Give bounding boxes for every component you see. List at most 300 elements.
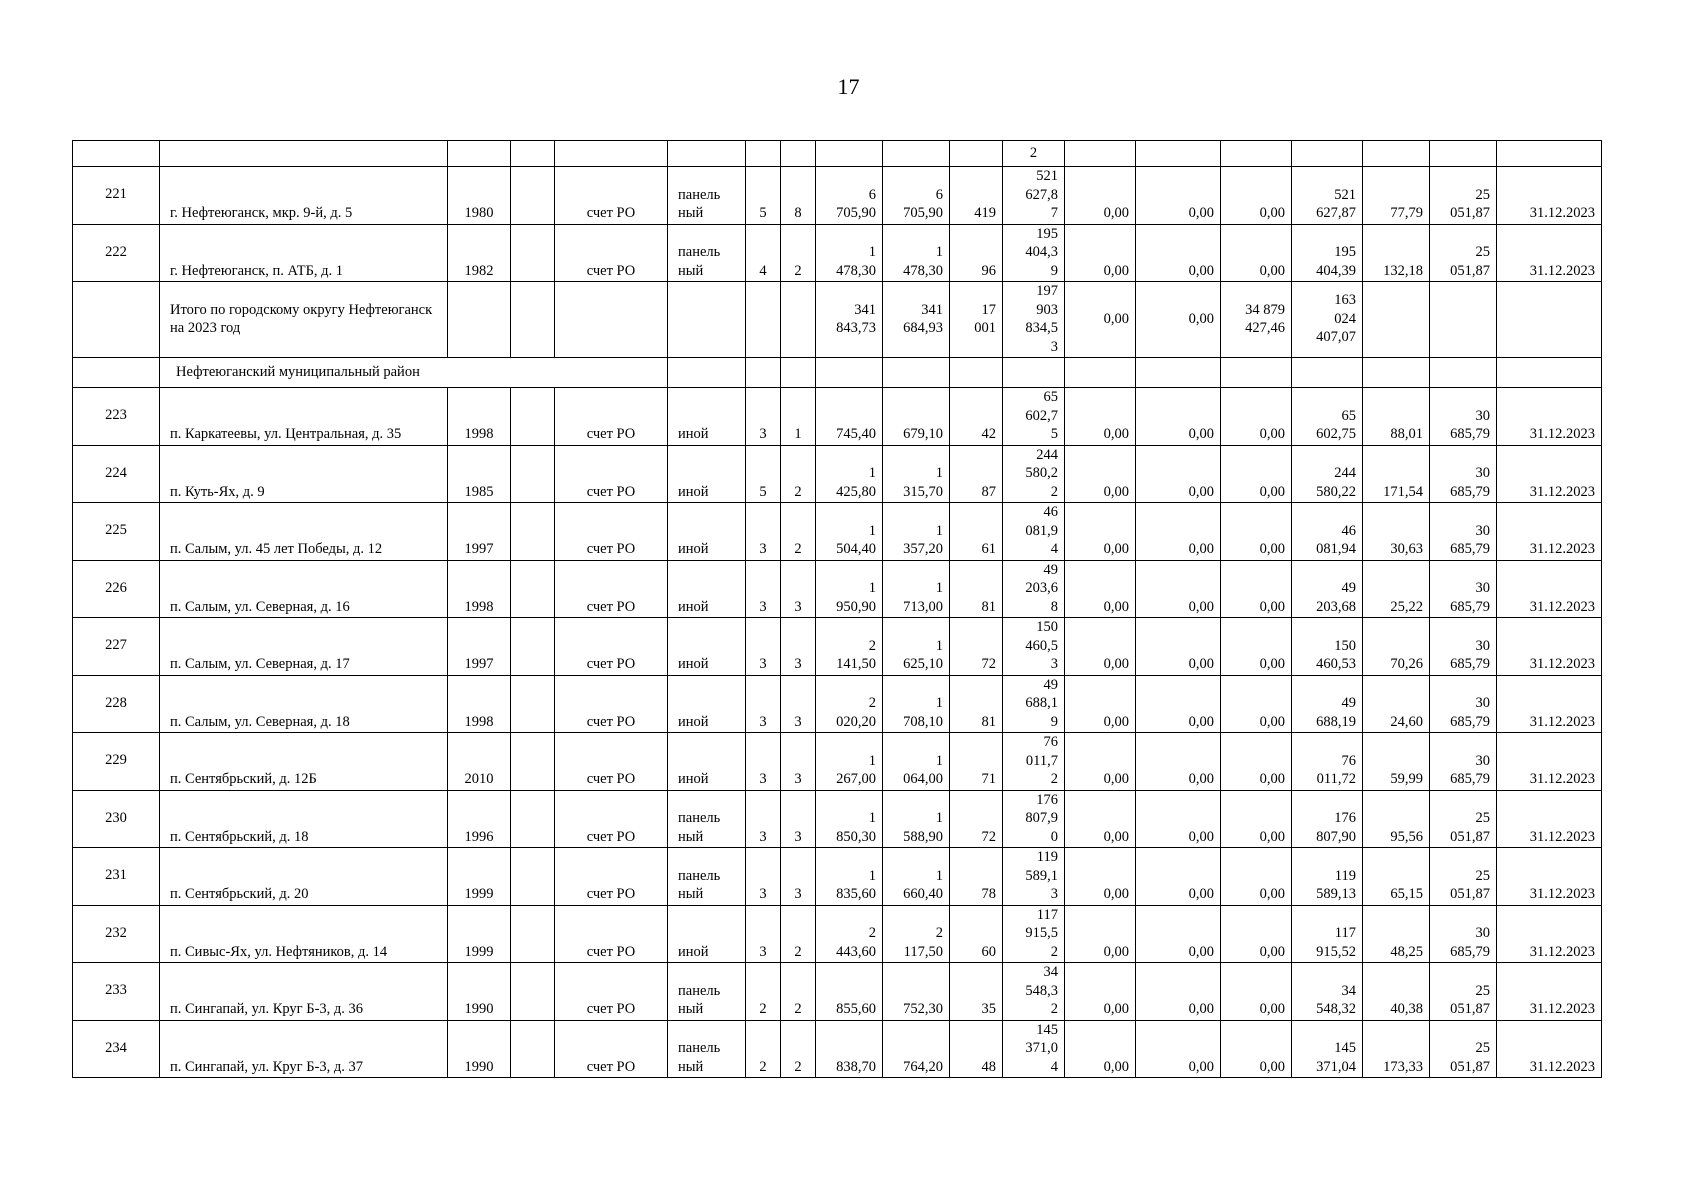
cell-limit-cost: 25 051,87 xyxy=(1430,167,1497,225)
cell-address: п. Сингапай, ул. Круг Б-3, д. 37 xyxy=(160,1020,448,1078)
cell-value: 65 602,75 xyxy=(1292,388,1363,446)
cell-entrances: 1 xyxy=(781,388,816,446)
cell-number: 222 xyxy=(73,224,160,282)
total-value: 0,00 xyxy=(1065,282,1136,358)
cell-floors: 3 xyxy=(746,675,781,733)
cell-value: 0,00 xyxy=(1136,224,1221,282)
cell-cost: 145 371,0 4 xyxy=(1003,1020,1065,1078)
cell-account: счет РО xyxy=(555,388,668,446)
cell-area-living: 1 588,90 xyxy=(883,790,950,848)
cell-cost: 76 011,7 2 xyxy=(1003,733,1065,791)
cell-floors: 5 xyxy=(746,445,781,503)
section-title: Нефтеюганский муниципальный район xyxy=(160,358,668,388)
continuation-row xyxy=(73,141,1602,167)
cell-value: 0,00 xyxy=(1136,963,1221,1021)
cell-area-total: 1 850,30 xyxy=(816,790,883,848)
cell-empty xyxy=(883,358,950,388)
cell-limit-cost: 25 051,87 xyxy=(1430,848,1497,906)
cell-value: 0,00 xyxy=(1221,790,1292,848)
cell-specific-cost: 30,63 xyxy=(1363,503,1430,561)
cell-floors: 3 xyxy=(746,848,781,906)
cell-number: 226 xyxy=(73,560,160,618)
cell-address: г. Нефтеюганск, п. АТБ, д. 1 xyxy=(160,224,448,282)
cell-value: 46 081,94 xyxy=(1292,503,1363,561)
cell-entrances: 3 xyxy=(781,848,816,906)
cell-empty xyxy=(1065,358,1136,388)
cell-empty xyxy=(511,503,555,561)
cell-specific-cost: 48,25 xyxy=(1363,905,1430,963)
cell-material: панель ный xyxy=(668,1020,746,1078)
cell-account: счет РО xyxy=(555,848,668,906)
cell-account: счет РО xyxy=(555,503,668,561)
cell-area-total: 838,70 xyxy=(816,1020,883,1078)
cell-residents: 419 xyxy=(950,167,1003,225)
table-row xyxy=(73,790,1602,848)
cell-residents: 48 xyxy=(950,1020,1003,1078)
cell-residents: 87 xyxy=(950,445,1003,503)
cell-empty xyxy=(1363,358,1430,388)
table-row xyxy=(73,167,1602,225)
cell-value: 244 580,22 xyxy=(1292,445,1363,503)
cell-year: 1996 xyxy=(448,790,511,848)
cell-number: 231 xyxy=(73,848,160,906)
cell-area-living: 1 660,40 xyxy=(883,848,950,906)
total-area-total: 341 843,73 xyxy=(816,282,883,358)
cell-address: п. Салым, ул. Северная, д. 18 xyxy=(160,675,448,733)
cell-value: 176 807,90 xyxy=(1292,790,1363,848)
cell-year: 1997 xyxy=(448,618,511,676)
cell-specific-cost: 171,54 xyxy=(1363,445,1430,503)
cell-cost: 195 404,3 9 xyxy=(1003,224,1065,282)
cell-area-total: 6 705,90 xyxy=(816,167,883,225)
cell-empty xyxy=(448,282,511,358)
cell-value: 0,00 xyxy=(1065,167,1136,225)
cell-specific-cost: 95,56 xyxy=(1363,790,1430,848)
cell-entrances: 3 xyxy=(781,790,816,848)
cell-cost: 49 203,6 8 xyxy=(1003,560,1065,618)
cell-value: 0,00 xyxy=(1136,848,1221,906)
cell-material: иной xyxy=(668,445,746,503)
cell-empty xyxy=(555,282,668,358)
cell-value: 0,00 xyxy=(1136,445,1221,503)
cell-value: 0,00 xyxy=(1221,560,1292,618)
cell-empty xyxy=(511,790,555,848)
cell-account: счет РО xyxy=(555,733,668,791)
cell-account: счет РО xyxy=(555,905,668,963)
cell-empty xyxy=(746,358,781,388)
cell-date: 31.12.2023 xyxy=(1497,963,1602,1021)
cell-specific-cost: 88,01 xyxy=(1363,388,1430,446)
table-row xyxy=(73,733,1602,791)
cell-empty xyxy=(1430,358,1497,388)
cell-value: 0,00 xyxy=(1065,388,1136,446)
cell-value: 119 589,13 xyxy=(1292,848,1363,906)
cell-value: 0,00 xyxy=(1221,445,1292,503)
cell-floors: 3 xyxy=(746,618,781,676)
cell-residents: 61 xyxy=(950,503,1003,561)
cell-address: п. Сингапай, ул. Круг Б-3, д. 36 xyxy=(160,963,448,1021)
cell-area-living: 1 713,00 xyxy=(883,560,950,618)
cell-empty xyxy=(1003,358,1065,388)
cell-area-living: 764,20 xyxy=(883,1020,950,1078)
cell-specific-cost: 132,18 xyxy=(1363,224,1430,282)
cell-number: 224 xyxy=(73,445,160,503)
cell-date: 31.12.2023 xyxy=(1497,503,1602,561)
cell-account: счет РО xyxy=(555,167,668,225)
cell-address: п. Салым, ул. Северная, д. 17 xyxy=(160,618,448,676)
cell-date: 31.12.2023 xyxy=(1497,224,1602,282)
cell-date: 31.12.2023 xyxy=(1497,790,1602,848)
cell-year: 1998 xyxy=(448,388,511,446)
cell-address: г. Нефтеюганск, мкр. 9-й, д. 5 xyxy=(160,167,448,225)
cell-number: 223 xyxy=(73,388,160,446)
cell-area-total: 1 425,80 xyxy=(816,445,883,503)
cell-empty xyxy=(511,905,555,963)
cell-date: 31.12.2023 xyxy=(1497,733,1602,791)
cell-account: счет РО xyxy=(555,445,668,503)
cell-value: 0,00 xyxy=(1065,848,1136,906)
cell-area-living: 2 117,50 xyxy=(883,905,950,963)
cell-year: 1999 xyxy=(448,905,511,963)
total-value: 34 879 427,46 xyxy=(1221,282,1292,358)
cell-value: 0,00 xyxy=(1136,388,1221,446)
cell-empty xyxy=(511,224,555,282)
cell-specific-cost: 77,79 xyxy=(1363,167,1430,225)
cell-entrances: 3 xyxy=(781,733,816,791)
total-cost: 197 903 834,5 3 xyxy=(1003,282,1065,358)
cell-empty xyxy=(511,618,555,676)
table-row xyxy=(73,675,1602,733)
cell-area-total: 2 443,60 xyxy=(816,905,883,963)
cell-empty xyxy=(1497,358,1602,388)
cell-value: 0,00 xyxy=(1065,224,1136,282)
cell-area-total: 855,60 xyxy=(816,963,883,1021)
cell-value: 0,00 xyxy=(1221,905,1292,963)
cell-area-total: 1 267,00 xyxy=(816,733,883,791)
cell-account: счет РО xyxy=(555,1020,668,1078)
cell-empty xyxy=(511,733,555,791)
cell-empty xyxy=(1221,358,1292,388)
cell-value: 0,00 xyxy=(1136,905,1221,963)
cell-cost: 150 460,5 3 xyxy=(1003,618,1065,676)
cell-residents: 42 xyxy=(950,388,1003,446)
cell-account: счет РО xyxy=(555,224,668,282)
cell-empty xyxy=(1292,358,1363,388)
cell-account: счет РО xyxy=(555,560,668,618)
cell-value: 521 627,87 xyxy=(1292,167,1363,225)
cell-year: 1998 xyxy=(448,560,511,618)
cell-value: 34 548,32 xyxy=(1292,963,1363,1021)
cell-specific-cost: 70,26 xyxy=(1363,618,1430,676)
table-row xyxy=(73,388,1602,446)
cell-value: 0,00 xyxy=(1221,503,1292,561)
cell-value: 0,00 xyxy=(1065,675,1136,733)
cell-entrances: 8 xyxy=(781,167,816,225)
cell-entrances: 2 xyxy=(781,963,816,1021)
page-number: 17 xyxy=(837,74,860,99)
cell-empty xyxy=(511,388,555,446)
cell-specific-cost: 25,22 xyxy=(1363,560,1430,618)
cell-cost: 119 589,1 3 xyxy=(1003,848,1065,906)
cell-material: иной xyxy=(668,503,746,561)
cell-area-living: 1 708,10 xyxy=(883,675,950,733)
cell-residents: 71 xyxy=(950,733,1003,791)
cell-limit-cost: 30 685,79 xyxy=(1430,618,1497,676)
cell-year: 1985 xyxy=(448,445,511,503)
cell-value: 49 688,19 xyxy=(1292,675,1363,733)
cell-cost: 117 915,5 2 xyxy=(1003,905,1065,963)
table-row xyxy=(73,905,1602,963)
table-row xyxy=(73,445,1602,503)
cell-limit-cost: 25 051,87 xyxy=(1430,1020,1497,1078)
total-value: 163 024 407,07 xyxy=(1292,282,1363,358)
cell-date: 31.12.2023 xyxy=(1497,560,1602,618)
cell-empty xyxy=(950,358,1003,388)
cell-value: 0,00 xyxy=(1221,618,1292,676)
cell-address: п. Сивыс-Ях, ул. Нефтяников, д. 14 xyxy=(160,905,448,963)
cell-floors: 2 xyxy=(746,1020,781,1078)
cell-limit-cost: 30 685,79 xyxy=(1430,733,1497,791)
cell-value: 0,00 xyxy=(1136,618,1221,676)
cell-value: 0,00 xyxy=(1136,167,1221,225)
cell-material: иной xyxy=(668,560,746,618)
cell-date: 31.12.2023 xyxy=(1497,1020,1602,1078)
cell-date: 31.12.2023 xyxy=(1497,167,1602,225)
cell-empty xyxy=(668,358,746,388)
table-row xyxy=(73,503,1602,561)
cell-residents: 35 xyxy=(950,963,1003,1021)
table-row xyxy=(73,1020,1602,1078)
cell-area-living: 752,30 xyxy=(883,963,950,1021)
cell-value: 0,00 xyxy=(1221,963,1292,1021)
cell-date: 31.12.2023 xyxy=(1497,445,1602,503)
cell-year: 1998 xyxy=(448,675,511,733)
cell-account: счет РО xyxy=(555,963,668,1021)
table-row xyxy=(73,618,1602,676)
cell-value: 0,00 xyxy=(1065,905,1136,963)
cell-limit-cost: 30 685,79 xyxy=(1430,905,1497,963)
cell-value: 0,00 xyxy=(1221,388,1292,446)
cell-value: 0,00 xyxy=(1136,1020,1221,1078)
cell-material: панель ный xyxy=(668,963,746,1021)
cell-year: 1980 xyxy=(448,167,511,225)
cell-entrances: 2 xyxy=(781,445,816,503)
cell-area-living: 679,10 xyxy=(883,388,950,446)
total-area-living: 341 684,93 xyxy=(883,282,950,358)
cell-address: п. Салым, ул. Северная, д. 16 xyxy=(160,560,448,618)
cell-value: 49 203,68 xyxy=(1292,560,1363,618)
cell-area-living: 1 064,00 xyxy=(883,733,950,791)
cell-area-total: 1 504,40 xyxy=(816,503,883,561)
cell-floors: 5 xyxy=(746,167,781,225)
cell-value: 0,00 xyxy=(1065,560,1136,618)
cell-value: 0,00 xyxy=(1065,733,1136,791)
cell-limit-cost: 30 685,79 xyxy=(1430,503,1497,561)
cell-value: 0,00 xyxy=(1065,445,1136,503)
cell-empty xyxy=(1430,282,1497,358)
housing-register-table xyxy=(72,140,1602,1078)
cell-empty xyxy=(781,282,816,358)
cell-empty xyxy=(511,167,555,225)
cell-specific-cost: 173,33 xyxy=(1363,1020,1430,1078)
cell-number: 228 xyxy=(73,675,160,733)
cell-empty xyxy=(816,358,883,388)
cell-year: 1982 xyxy=(448,224,511,282)
cell-year: 1997 xyxy=(448,503,511,561)
cell-number: 233 xyxy=(73,963,160,1021)
cell-limit-cost: 30 685,79 xyxy=(1430,445,1497,503)
cell-number: 221 xyxy=(73,167,160,225)
cell-specific-cost: 40,38 xyxy=(1363,963,1430,1021)
cell-empty xyxy=(511,560,555,618)
cell-value: 0,00 xyxy=(1065,963,1136,1021)
cell-empty xyxy=(511,675,555,733)
cell-number: 230 xyxy=(73,790,160,848)
cell-date: 31.12.2023 xyxy=(1497,388,1602,446)
cell-cost: 244 580,2 2 xyxy=(1003,445,1065,503)
table-row xyxy=(73,963,1602,1021)
cell-residents: 81 xyxy=(950,560,1003,618)
table-row xyxy=(73,848,1602,906)
cell-value: 0,00 xyxy=(1065,503,1136,561)
cell-floors: 3 xyxy=(746,560,781,618)
cell-address: п. Сентябрьский, д. 20 xyxy=(160,848,448,906)
cell-area-total: 2 141,50 xyxy=(816,618,883,676)
cell-date: 31.12.2023 xyxy=(1497,675,1602,733)
cell-value: 0,00 xyxy=(1136,503,1221,561)
cell-cost: 521 627,8 7 xyxy=(1003,167,1065,225)
cell-material: иной xyxy=(668,733,746,791)
cell-year: 1990 xyxy=(448,1020,511,1078)
total-label: Итого по городскому округу Нефтеюганск на 2023 год xyxy=(160,282,448,358)
cell-value: 145 371,04 xyxy=(1292,1020,1363,1078)
cell-address: п. Куть-Ях, д. 9 xyxy=(160,445,448,503)
cell-floors: 2 xyxy=(746,963,781,1021)
cell-empty xyxy=(1136,358,1221,388)
cell-empty xyxy=(1497,282,1602,358)
cell-cost: 46 081,9 4 xyxy=(1003,503,1065,561)
cell-entrances: 2 xyxy=(781,503,816,561)
cell-cost: 65 602,7 5 xyxy=(1003,388,1065,446)
cell-area-total: 2 020,20 xyxy=(816,675,883,733)
cell-value: 195 404,39 xyxy=(1292,224,1363,282)
cell-material: иной xyxy=(668,905,746,963)
cell-floors: 3 xyxy=(746,905,781,963)
cell-residents: 60 xyxy=(950,905,1003,963)
cell-area-total: 1 835,60 xyxy=(816,848,883,906)
cell-entrances: 3 xyxy=(781,560,816,618)
cell-value: 117 915,52 xyxy=(1292,905,1363,963)
cell-residents: 78 xyxy=(950,848,1003,906)
cell-limit-cost: 25 051,87 xyxy=(1430,224,1497,282)
cell-account: счет РО xyxy=(555,618,668,676)
cell-value: 0,00 xyxy=(1065,1020,1136,1078)
cell-date: 31.12.2023 xyxy=(1497,618,1602,676)
cell-material: иной xyxy=(668,388,746,446)
cell-area-living: 1 625,10 xyxy=(883,618,950,676)
cell-date: 31.12.2023 xyxy=(1497,905,1602,963)
cell-address: п. Сентябрьский, д. 12Б xyxy=(160,733,448,791)
cell-year: 1990 xyxy=(448,963,511,1021)
cell-number: 234 xyxy=(73,1020,160,1078)
cell-material: панель ный xyxy=(668,848,746,906)
cell-residents: 81 xyxy=(950,675,1003,733)
total-row xyxy=(73,282,1602,358)
cell-empty xyxy=(511,848,555,906)
cell-limit-cost: 30 685,79 xyxy=(1430,675,1497,733)
cell-floors: 3 xyxy=(746,790,781,848)
cell-limit-cost: 25 051,87 xyxy=(1430,790,1497,848)
cell-cost: 2 xyxy=(1003,141,1065,167)
cell-floors: 3 xyxy=(746,503,781,561)
cell-value: 0,00 xyxy=(1136,560,1221,618)
cell-residents: 72 xyxy=(950,790,1003,848)
cell-number: 225 xyxy=(73,503,160,561)
cell-value: 0,00 xyxy=(1221,224,1292,282)
cell-material: панель ный xyxy=(668,224,746,282)
cell-floors: 3 xyxy=(746,733,781,791)
cell-material: панель ный xyxy=(668,167,746,225)
cell-material: иной xyxy=(668,618,746,676)
cell-entrances: 2 xyxy=(781,905,816,963)
cell-empty xyxy=(511,445,555,503)
cell-entrances: 3 xyxy=(781,618,816,676)
cell-value: 0,00 xyxy=(1221,1020,1292,1078)
cell-empty xyxy=(73,358,160,388)
cell-year: 2010 xyxy=(448,733,511,791)
cell-material: иной xyxy=(668,675,746,733)
cell-area-total: 1 950,90 xyxy=(816,560,883,618)
cell-number: 232 xyxy=(73,905,160,963)
cell-empty xyxy=(1363,282,1430,358)
cell-area-total: 745,40 xyxy=(816,388,883,446)
cell-address: п. Сентябрьский, д. 18 xyxy=(160,790,448,848)
cell-account: счет РО xyxy=(555,675,668,733)
cell-cost: 34 548,3 2 xyxy=(1003,963,1065,1021)
cell-area-total: 1 478,30 xyxy=(816,224,883,282)
cell-empty xyxy=(668,282,746,358)
table-row xyxy=(73,224,1602,282)
cell-year: 1999 xyxy=(448,848,511,906)
cell-value: 150 460,53 xyxy=(1292,618,1363,676)
section-heading-row xyxy=(73,358,1602,388)
cell-value: 0,00 xyxy=(1221,848,1292,906)
total-residents: 17 001 xyxy=(950,282,1003,358)
cell-address: п. Салым, ул. 45 лет Победы, д. 12 xyxy=(160,503,448,561)
cell-limit-cost: 30 685,79 xyxy=(1430,560,1497,618)
cell-limit-cost: 25 051,87 xyxy=(1430,963,1497,1021)
cell-value: 0,00 xyxy=(1065,790,1136,848)
cell-cost: 49 688,1 9 xyxy=(1003,675,1065,733)
table-row xyxy=(73,560,1602,618)
cell-area-living: 1 357,20 xyxy=(883,503,950,561)
cell-specific-cost: 59,99 xyxy=(1363,733,1430,791)
cell-empty xyxy=(746,282,781,358)
cell-number: 227 xyxy=(73,618,160,676)
cell-floors: 4 xyxy=(746,224,781,282)
cell-residents: 72 xyxy=(950,618,1003,676)
cell-empty xyxy=(511,963,555,1021)
cell-area-living: 6 705,90 xyxy=(883,167,950,225)
cell-number: 229 xyxy=(73,733,160,791)
cell-value: 0,00 xyxy=(1221,733,1292,791)
cell-value: 0,00 xyxy=(1136,790,1221,848)
cell-value: 0,00 xyxy=(1136,733,1221,791)
cell-area-living: 1 315,70 xyxy=(883,445,950,503)
cell-empty xyxy=(511,282,555,358)
cell-value: 0,00 xyxy=(1136,675,1221,733)
cell-date: 31.12.2023 xyxy=(1497,848,1602,906)
